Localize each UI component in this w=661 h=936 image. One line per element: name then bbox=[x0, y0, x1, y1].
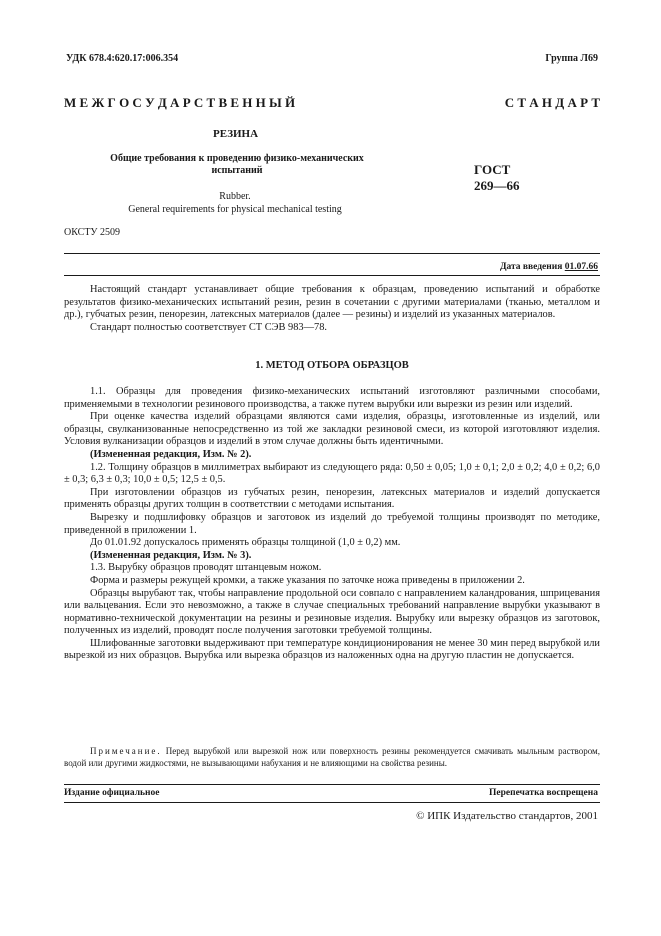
gost-designation bbox=[474, 162, 520, 194]
paragraph: Форма и размеры режущей кромки, а также указания по заточке ножа приведены в приложении 2. bbox=[90, 574, 525, 586]
amendment-note: (Измененная редакция, Изм. № 3). bbox=[90, 549, 252, 561]
banner-word-1: М Е Ж Г О С У Д А Р С Т В Е Н Н Ы Й bbox=[64, 95, 296, 110]
footer-official: Издание официальное bbox=[64, 788, 160, 798]
copyright: © ИПК Издательство стандартов, 2001 bbox=[416, 810, 598, 822]
amendment-note: (Измененная редакция, Изм. № 2). bbox=[90, 448, 252, 460]
paragraph: До 01.01.92 допускалось применять образцы толщиной (1,0 ± 0,2) мм. bbox=[90, 537, 401, 549]
english-title bbox=[100, 190, 370, 216]
note-paragraph bbox=[64, 746, 600, 769]
oksty-code: ОКСТУ 2509 bbox=[64, 227, 121, 238]
intro-paragraph: Настоящий стандарт устанавливает общие требования к образцам, проведению испытаний и обработке результатов физико-механических испытаний резин, резин в сочетании с другими материалами (тканью, металлом и др.), губчатых резин, пенорезин, латексных материалов (далее — резины) и изделий из указанных материалов. bbox=[64, 284, 600, 321]
note-text: Перед вырубкой или вырезкой нож или поверхность резины рекомендуется смачивать мыльным раствором, водой или другими жидкостями, не вызывающими набухания и не влияющими на свойства резины. bbox=[64, 746, 600, 768]
intro-paragraph: Стандарт полностью соответствует СТ СЭВ 983—78. bbox=[90, 321, 328, 333]
section-body bbox=[64, 386, 600, 663]
footer-reprint: Перепечатка воспрещена bbox=[488, 788, 598, 798]
divider-footer bbox=[64, 784, 600, 785]
udk-code: УДК 678.4:620.17:006.354 bbox=[66, 53, 179, 64]
group-code: Группа Л69 bbox=[545, 53, 598, 64]
section-heading: 1. МЕТОД ОТБОРА ОБРАЗЦОВ bbox=[255, 360, 409, 371]
paragraph: При оценке качества изделий образцами являются сами изделия, образцы, изготовленные из изделий, или образцы, свулканизованные непосредственно из той же закладки резиновой смеси, из которой изготовляют изделия. Условия вулканизации образцов и изделий в этом случае должны быть идентичными. bbox=[64, 411, 600, 448]
paragraph: 1.1. Образцы для проведения физико-механических испытаний изготовляют различными способами, применяемыми в технологии резинового производства, а также путем вырубки или вырезки из резин или изделий. bbox=[64, 386, 600, 410]
intro-date bbox=[500, 262, 598, 272]
paragraph: При изготовлении образцов из губчатых резин, пенорезин, латексных материалов и изделий допускается применять образцы других толщин в соответствии с методами испытания. bbox=[64, 486, 600, 511]
intro-text bbox=[64, 284, 600, 334]
divider-bottom bbox=[64, 802, 600, 803]
divider-top bbox=[64, 253, 600, 254]
intro-date-value: 01.07.66 bbox=[564, 262, 598, 272]
gost-number: 269—66 bbox=[474, 178, 520, 193]
note bbox=[64, 746, 600, 769]
paragraph: Шлифованные заготовки выдерживают при температуре кондиционирования не менее 30 мин перед вырубкой или вырезкой из них образцов. Вырубка или вырезка образцов из наложенных одна на другую пластин не допускается. bbox=[64, 637, 600, 662]
divider-date bbox=[64, 275, 600, 276]
paragraph: 1.3. Вырубку образцов проводят штанцевым ножом. bbox=[90, 562, 322, 574]
gost-label: ГОСТ bbox=[474, 162, 511, 177]
paragraph: Образцы вырубают так, чтобы направление продольной оси совпало с направлением каландрования, шприцевания или вальцевания. Если это невозможно, а также в случае специальных требований направление вырубки указывают в нормативно-технической документации на резины и резиновые изделия. Вырубку или вырезку образцов из заготовок, полученных из изделий, проводят после получения заготовки требуемой толщины. bbox=[64, 587, 600, 637]
standard-banner bbox=[64, 95, 600, 111]
paragraph: Вырезку и подшлифовку образцов и заготовок из изделий до требуемой толщины производят по методике, приведенной в приложении 1. bbox=[64, 511, 600, 536]
note-label: Примечание. bbox=[90, 746, 162, 756]
english-title-line-1: Rubber. bbox=[219, 191, 251, 202]
document-title: РЕЗИНА bbox=[213, 128, 259, 140]
banner-word-2: С Т А Н Д А Р Т bbox=[504, 95, 600, 110]
document-subtitle: Общие требования к проведению физико-механических испытаний bbox=[110, 153, 364, 176]
english-title-line-2: General requirements for physical mechanical testing bbox=[128, 204, 342, 215]
intro-date-label: Дата введения bbox=[499, 262, 563, 272]
paragraph: 1.2. Толщину образцов в миллиметрах выбирают из следующего ряда: 0,50 ± 0,05; 1,0 ± 0,1; 2,0 ± 0,2; 4,0 ± 0,2; 6,0 ± 0,3; 6,3 ± 0,3; 10,0 ± 0,5; 12,5 ± 0,5. bbox=[64, 461, 600, 486]
